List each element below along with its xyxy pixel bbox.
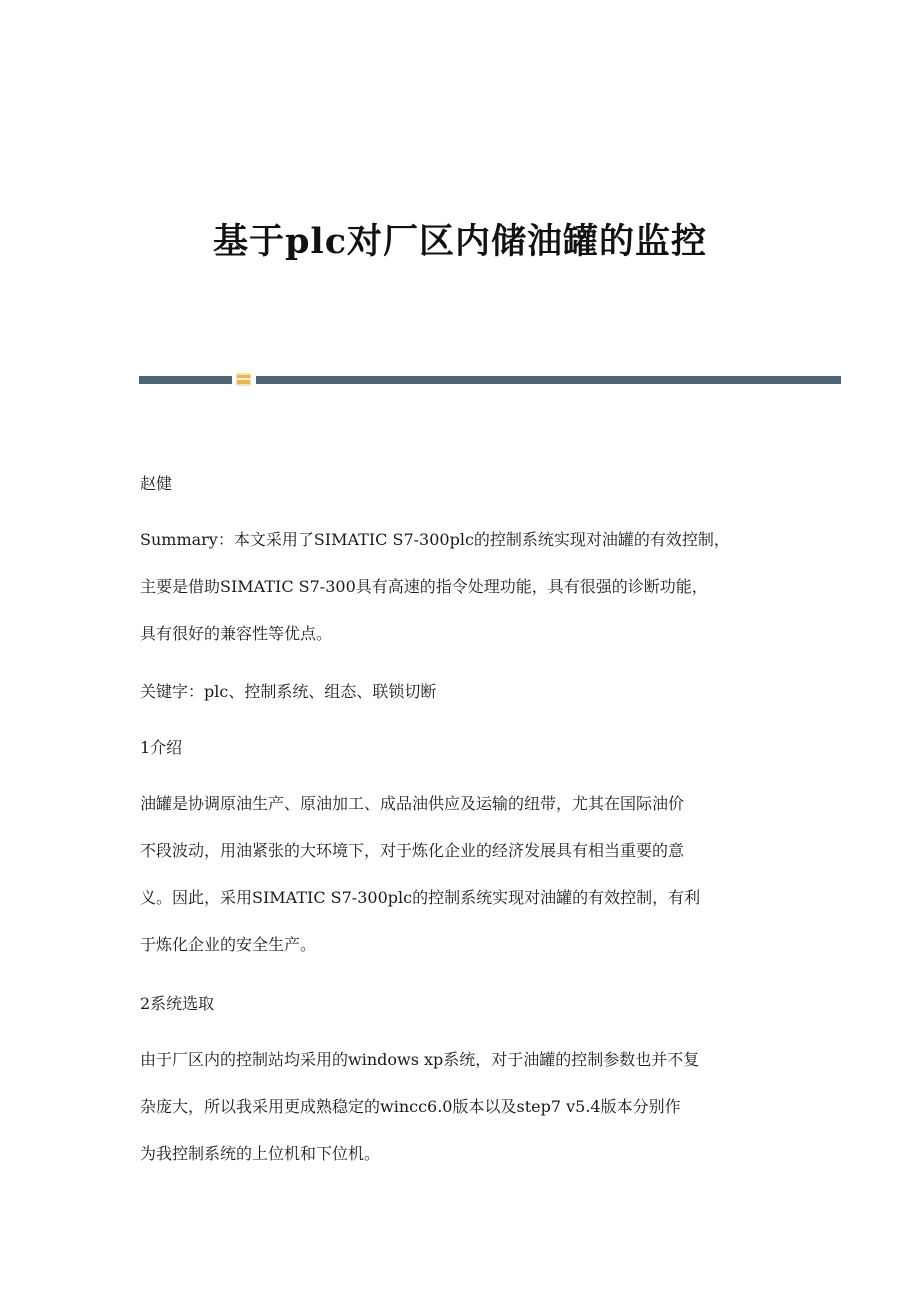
paragraph-line: 为我控制系统的上位机和下位机。 [140, 1144, 381, 1163]
section-1-heading [140, 724, 790, 771]
ornament-icon [236, 373, 251, 386]
section-2-paragraph [140, 1036, 790, 1177]
summary-line: Summary：本文采用了SIMATIC S7-300plc的控制系统实现对油罐的有效控制， [140, 530, 730, 549]
section-1-paragraph [140, 780, 790, 968]
summary-line: 主要是借助SIMATIC S7-300具有高速的指令处理功能，具有很强的诊断功能， [140, 577, 708, 596]
title-divider [139, 370, 841, 388]
author-name [140, 460, 790, 507]
divider-bar-right [256, 376, 841, 384]
paragraph-line: 于炼化企业的安全生产。 [140, 935, 317, 954]
keywords-text: 关键字：plc、控制系统、组态、联锁切断 [140, 682, 437, 701]
keywords-paragraph [140, 668, 790, 715]
section-heading-text: 1介绍 [140, 738, 183, 757]
section-heading-text: 2系统选取 [140, 994, 215, 1013]
author-text: 赵健 [140, 474, 173, 493]
summary-paragraph [140, 516, 790, 657]
paragraph-line: 由于厂区内的控制站均采用的windows xp系统，对于油罐的控制参数也并不复 [140, 1050, 700, 1069]
divider-bar-left [139, 376, 232, 384]
paragraph-line: 义。因此，采用SIMATIC S7-300plc的控制系统实现对油罐的有效控制，有利 [140, 888, 701, 907]
paragraph-line: 油罐是协调原油生产、原油加工、成品油供应及运输的纽带，尤其在国际油价 [140, 794, 685, 813]
section-2-heading [140, 980, 790, 1027]
paragraph-line: 杂庞大，所以我采用更成熟稳定的wincc6.0版本以及step7 v5.4版本分别作 [140, 1097, 681, 1116]
document-title: 基于plc对厂区内储油罐的监控 [212, 221, 708, 262]
paragraph-line: 不段波动，用油紧张的大环境下，对于炼化企业的经济发展具有相当重要的意 [140, 841, 685, 860]
summary-line: 具有很好的兼容性等优点。 [140, 624, 333, 643]
